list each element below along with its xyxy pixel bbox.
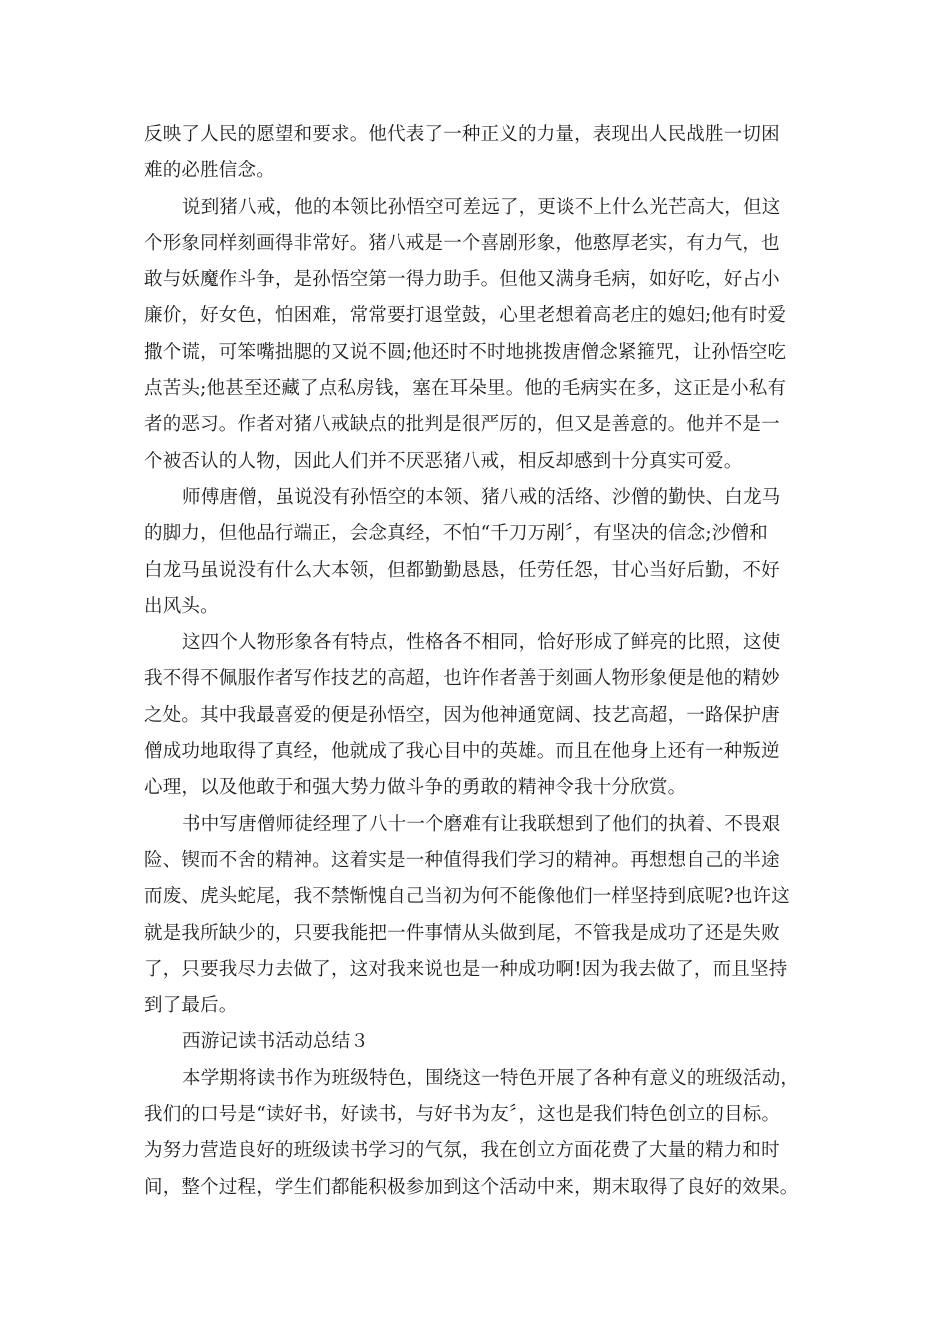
text-line: 白龙马虽说没有什么大本领，但都勤勤恳恳，任劳任怨，甘心当好后勤，不好 [144,559,780,581]
text-line: 我们的口号是“读好书，好读书，与好书为友〞，这也是我们特色创立的目标。 [144,1104,781,1126]
text-line: 就是我所缺少的，只要我能把一件事情从头做到尾，不管我是成功了还是失败 [144,922,780,944]
text-line: 僧成功地取得了真经，他就成了我心目中的英雄。而且在他身上还有一种叛逆 [144,741,780,763]
text-line: 出风头。 [144,595,219,617]
text-line: 个形象同样刻画得非常好。猪八戒是一个喜剧形象，他憨厚老实，有力气，也 [144,232,780,254]
text-line: 反映了人民的愿望和要求。他代表了一种正义的力量，表现出人民战胜一切困 [144,124,780,145]
text-line: 者的恶习。作者对猪八戒缺点的批判是很严厉的，但又是善意的。他并不是一 [144,414,780,436]
document-body [144,117,812,1206]
text-line: 之处。其中我最喜爱的便是孙悟空，因为他神通宽阔、技艺高超，一路保护唐 [144,704,780,726]
text-line: 西游记读书活动总结３ [182,1031,370,1053]
text-line: 的脚力，但他品行端正，会念真经，不怕“千刀万剐〞，有坚决的信念;沙僧和 [144,523,768,545]
text-line: 到了最后。 [144,995,238,1017]
text-line: 了，只要我尽力去做了，这对我来说也是一种成功啊!因为我去做了，而且坚持 [144,958,788,980]
text-line: 间，整个过程，学生们都能积极参加到这个活动中来，期末取得了良好的效果。 [144,1176,799,1198]
text-line: 这四个人物形象各有特点，性格各不相同，恰好形成了鲜亮的比照，这使 [182,632,781,654]
text-line: 而废、虎头蛇尾，我不禁惭愧自己当初为何不能像他们一样坚持到底呢?也许这 [144,886,790,908]
text-line: 廉价，好女色，怕困难，常常要打退堂鼓，心里老想着高老庄的媳妇;他有时爱 [144,305,787,327]
text-line: 师傅唐僧，虽说没有孙悟空的本领、猪八戒的活络、沙僧的勤快、白龙马 [182,486,781,508]
text-line: 说到猪八戒，他的本领比孙悟空可差远了，更谈不上什么光芒高大，但这 [182,196,781,218]
text-line: 点苦头;他甚至还藏了点私房钱，塞在耳朵里。他的毛病实在多，这正是小私有 [144,378,787,400]
text-line: 书中写唐僧师徒经理了八十一个磨难有让我联想到了他们的执着、不畏艰 [182,813,781,835]
text-line: 心理，以及他敢于和强大势力做斗争的勇敢的精神令我十分欣赏。 [144,777,687,799]
text-line: 难的必胜信念。 [144,160,275,182]
text-line: 敢与妖魔作斗争，是孙悟空第一得力助手。但他又满身毛病，如好吃，好占小 [144,269,780,291]
text-line: 本学期将读书作为班级特色，围绕这一特色开展了各种有意义的班级活动， [182,1067,800,1089]
text-line: 个被否认的人物，因此人们并不厌恶猪八戒，相反却感到十分真实可爱。 [144,450,743,472]
text-line: 撒个谎，可笨嘴拙腮的又说不圆;他还时不时地挑拨唐僧念紧箍咒，让孙悟空吃 [144,341,787,363]
text-line: 我不得不佩服作者写作技艺的高超，也许作者善于刻画人物形象便是他的精妙 [144,668,780,690]
text-line: 险、锲而不舍的精神。这着实是一种值得我们学习的精神。再想想自己的半途 [144,849,780,871]
text-line: 为努力营造良好的班级读书学习的气氛，我在创立方面花费了大量的精力和时 [144,1140,780,1162]
